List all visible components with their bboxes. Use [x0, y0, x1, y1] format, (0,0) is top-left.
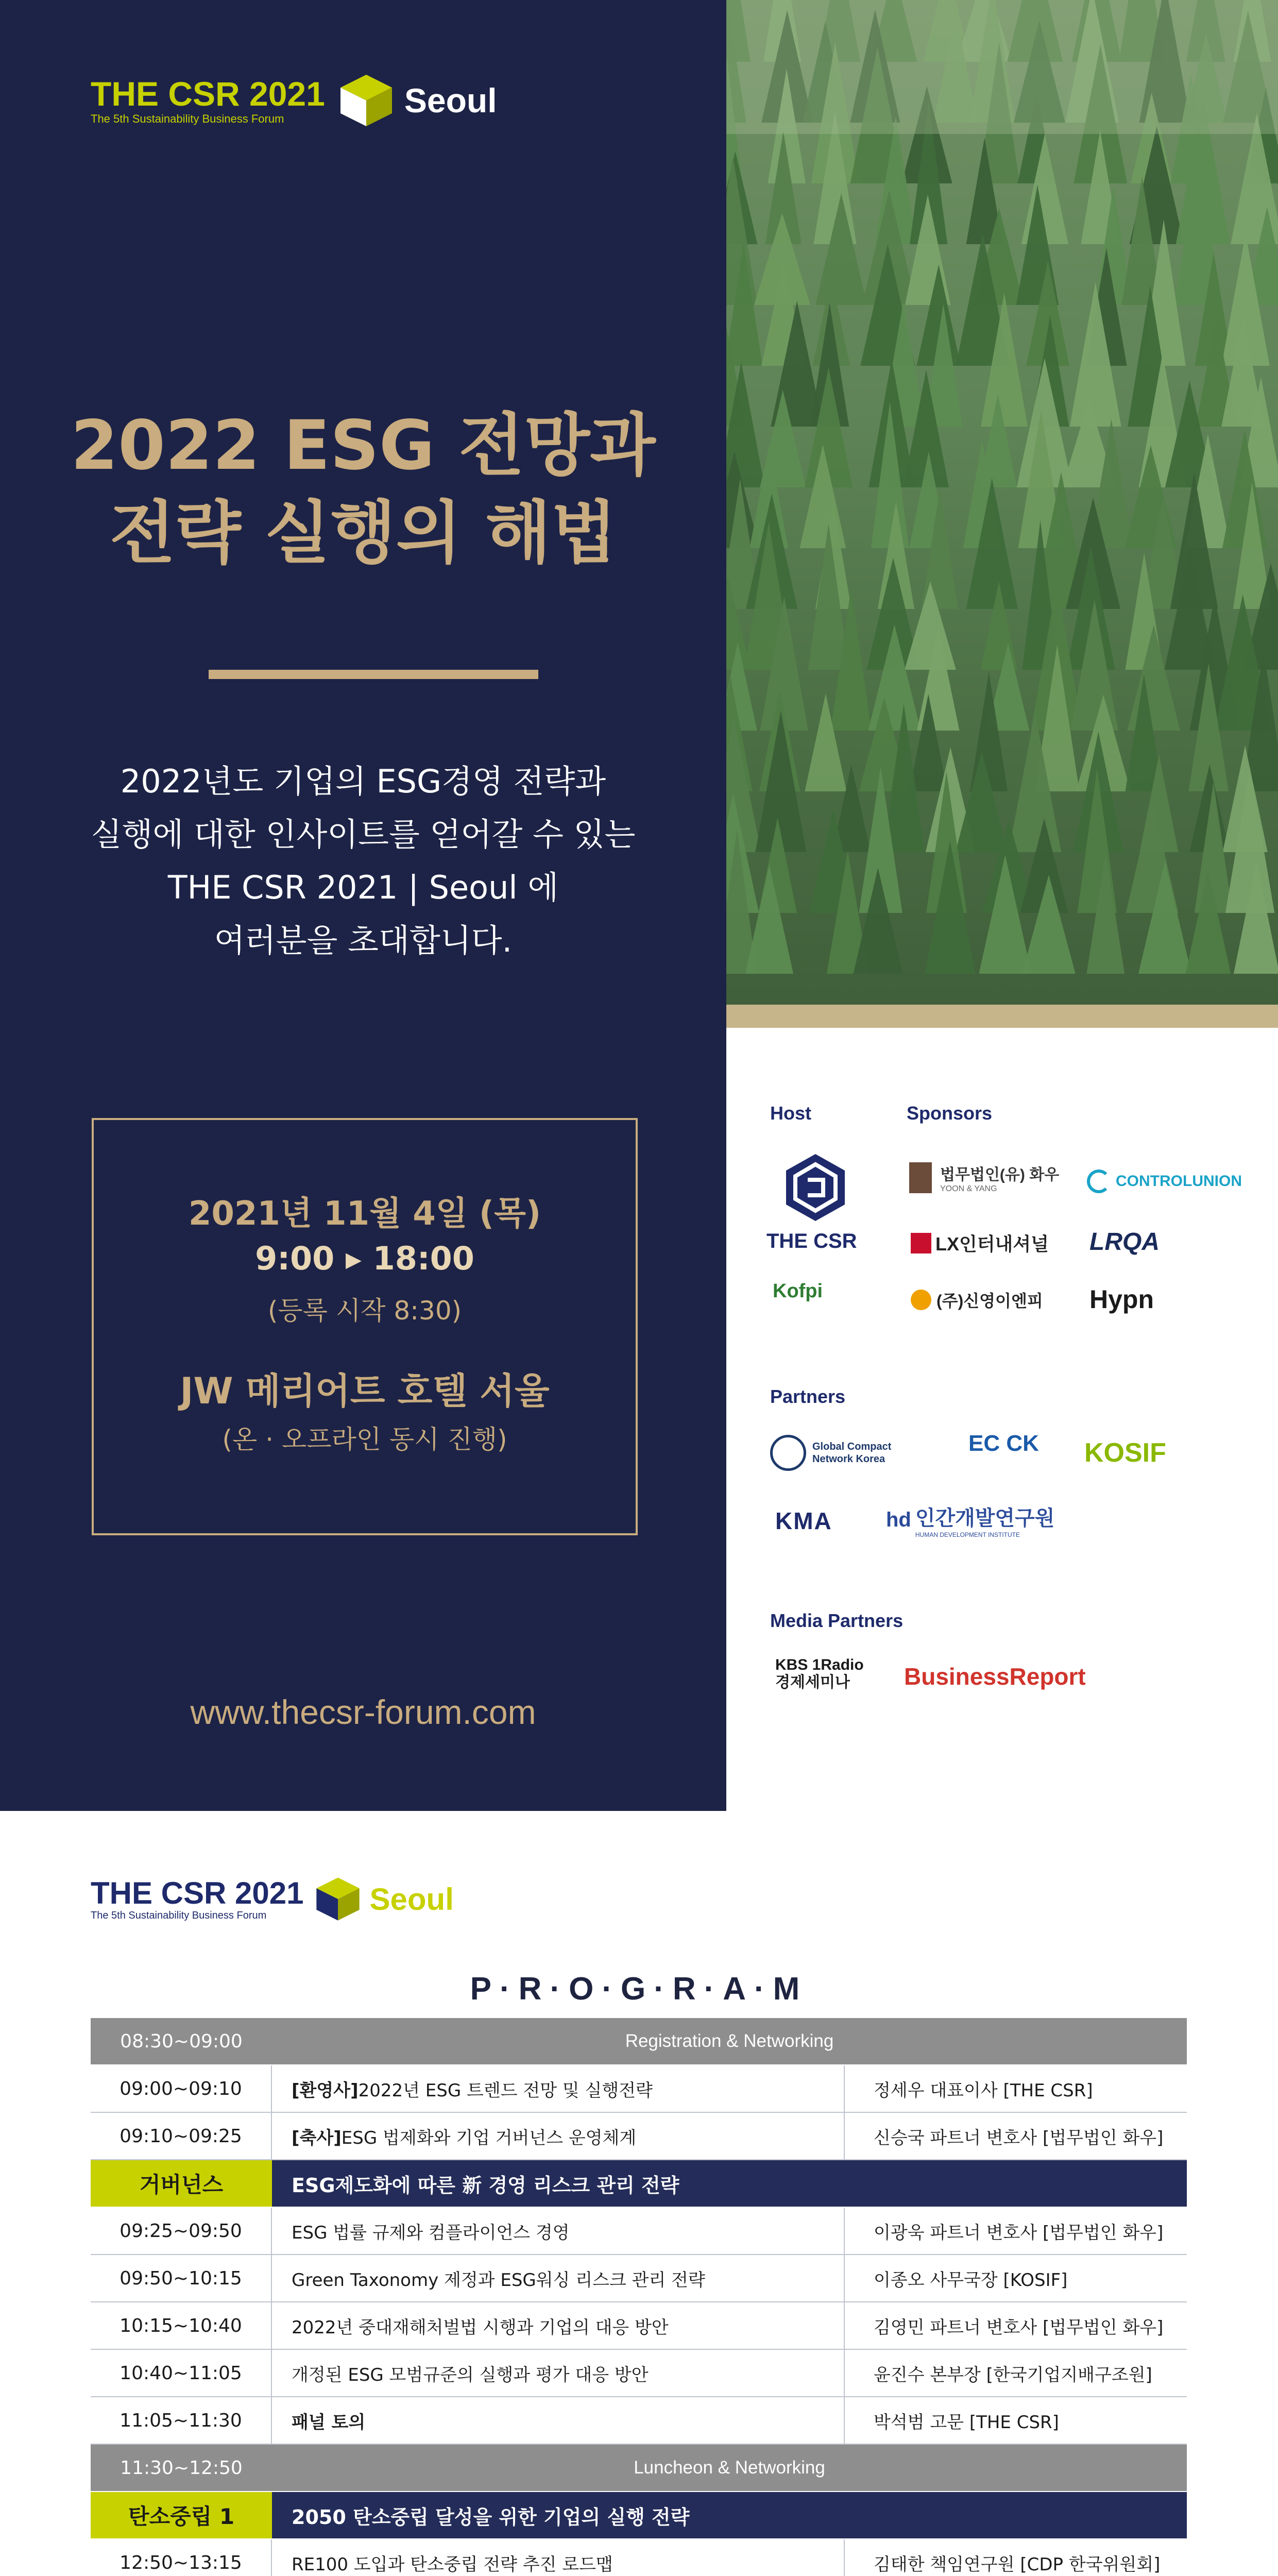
event-registration: (등록 시작 8:30) — [267, 1296, 462, 1326]
host-the-csr: THE CSR — [766, 1230, 857, 1252]
program-time: 11:30~12:50 — [120, 2457, 243, 2479]
event-time: 9:00 ▸ 18:00 — [255, 1240, 474, 1277]
session-tag: [환영사] — [292, 2080, 359, 2101]
intro-line-2: 실행에 대한 인사이트를 얻어갈 수 있는 — [91, 816, 636, 853]
cube-icon — [335, 72, 397, 129]
host-heading: Host — [770, 1103, 811, 1124]
hero-title-line-1: 2022 ESG 전망과 — [71, 406, 656, 485]
brand-logo — [91, 72, 497, 129]
media-kbs: KBS 1Radio 경제세미나 — [775, 1656, 864, 1691]
the-csr-emblem-icon — [782, 1151, 849, 1224]
session-speaker: 윤진수 본부장 [한국기업지배구조원] — [844, 2350, 1187, 2396]
hero-title — [0, 402, 726, 577]
session-title-text: 2022년 중대재해처벌법 시행과 기업의 대응 방안 — [292, 2317, 669, 2338]
hdi-logo — [886, 1502, 1054, 1538]
brand-city: Seoul — [404, 81, 497, 120]
session-speaker: 박석범 고문 [THE CSR] — [844, 2397, 1187, 2444]
program-row-break — [91, 2445, 1187, 2492]
partner-ecck: EC CK — [968, 1431, 1039, 1456]
session-speaker: 신승국 파트너 변호사 [법무법인 화우] — [844, 2113, 1187, 2159]
global-compact-logo — [770, 1435, 900, 1471]
program-time: 08:30~09:00 — [120, 2030, 243, 2052]
program-row-talk — [91, 2113, 1187, 2160]
program-time: 09:25~09:50 — [91, 2208, 272, 2254]
program-brand-subtitle: The 5th Sustainability Business Forum — [91, 1909, 267, 1921]
shinyoung-logo — [911, 1288, 1043, 1312]
partner-kosif: KOSIF — [1084, 1438, 1166, 1468]
control-union-logo — [1087, 1170, 1242, 1193]
sponsor-lrqa: LRQA — [1089, 1228, 1160, 1256]
section-label: 거버넌스 — [91, 2160, 272, 2207]
program-time: 10:40~11:05 — [91, 2350, 272, 2396]
program-row-section — [91, 2492, 1187, 2539]
shinyoung-mark-icon — [911, 1290, 931, 1310]
session-title — [272, 2208, 844, 2254]
program-cube-icon — [312, 1875, 364, 1923]
hero-divider — [209, 670, 538, 679]
program-row-talk — [91, 2255, 1187, 2302]
session-title-text: Green Taxonomy 제정과 ESG워싱 리스크 관리 전략 — [292, 2269, 705, 2291]
program-brand-logo — [91, 1875, 454, 1923]
program-row-talk — [91, 2539, 1187, 2576]
session-title — [272, 2539, 844, 2576]
section-title: 2050 탄소중립 달성을 위한 기업의 실행 전략 — [292, 2505, 690, 2529]
session-speaker: 이광욱 파트너 변호사 [법무법인 화우] — [844, 2208, 1187, 2254]
section-label: 탄소중립 1 — [91, 2492, 272, 2538]
hdi-mark-icon: hd — [886, 1509, 911, 1531]
hdi-en: HUMAN DEVELOPMENT INSTITUTE — [915, 1531, 1020, 1538]
program-row-talk — [91, 2065, 1187, 2113]
hwawoo-en: YOON & YANG — [940, 1184, 997, 1193]
session-title-text: ESG 법제화와 기업 거버넌스 운영체계 — [341, 2127, 637, 2148]
hero-intro — [0, 755, 726, 967]
event-date: 2021년 11월 4일 (목) — [188, 1195, 541, 1233]
sponsor-shinyoung: (주)신영이엔피 — [936, 1292, 1043, 1310]
partner-hdi: 인간개발연구원 — [915, 1507, 1055, 1530]
intro-line-1: 2022년도 기업의 ESG경영 전략과 — [120, 762, 606, 800]
program-row-talk — [91, 2208, 1187, 2255]
program-row-break — [91, 2018, 1187, 2065]
sponsor-lx: LX인터내셔널 — [935, 1233, 1049, 1255]
sponsor-hypn: Hypn — [1089, 1285, 1154, 1314]
host-kofpi: Kofpi — [773, 1280, 823, 1302]
un-globe-icon — [770, 1435, 806, 1471]
program-time: 09:00~09:10 — [91, 2065, 272, 2112]
event-venue: JW 메리어트 호텔 서울 — [180, 1370, 550, 1412]
program-row-panel — [91, 2397, 1187, 2445]
session-title-text: RE100 도입과 탄소중립 전략 추진 로드맵 — [292, 2554, 613, 2575]
lx-mark-icon — [911, 1233, 931, 1253]
session-speaker: 이종오 사무국장 [KOSIF] — [844, 2255, 1187, 2301]
session-title — [272, 2397, 844, 2444]
break-title: Luncheon & Networking — [634, 2458, 825, 2478]
program-row-talk — [91, 2302, 1187, 2350]
program-time: 12:50~13:15 — [91, 2539, 272, 2576]
session-title — [272, 2065, 844, 2112]
session-title — [272, 2255, 844, 2301]
program-time: 10:15~10:40 — [91, 2302, 272, 2349]
sponsor-hwawoo: 법무법인(유) 화우 — [940, 1166, 1060, 1183]
intro-line-3: THE CSR 2021 | Seoul 에 — [167, 869, 559, 906]
forest-illustration — [726, 0, 1278, 1028]
brand-name: THE CSR 2021 — [91, 75, 325, 113]
event-venue-note: (온 · 오프라인 동시 진행) — [222, 1425, 507, 1454]
session-speaker: 정세우 대표이사 [THE CSR] — [844, 2065, 1187, 2112]
hero-left-panel — [0, 0, 726, 1811]
program-time: 09:10~09:25 — [91, 2113, 272, 2159]
forest-ground — [726, 1005, 1278, 1028]
program-brand-name: THE CSR 2021 — [91, 1875, 304, 1910]
session-title-text: 2022년 ESG 트렌드 전망 및 실행전략 — [358, 2080, 653, 2101]
sponsor-panel — [726, 1028, 1278, 1811]
hwawoo-logo — [909, 1162, 1059, 1194]
section-title: ESG제도화에 따른 新 경영 리스크 관리 전략 — [292, 2174, 679, 2197]
session-speaker: 김태한 책임연구원 [CDP 한국위원회] — [844, 2539, 1187, 2576]
program-time: 11:05~11:30 — [91, 2397, 272, 2444]
session-title-text: ESG 법률 규제와 컴플라이언스 경영 — [292, 2222, 570, 2243]
hero-title-line-2: 전략 실행의 해법 — [109, 494, 617, 573]
program-row-section — [91, 2160, 1187, 2208]
session-title — [272, 2350, 844, 2396]
partner-global-compact: Global Compact Network Korea — [812, 1441, 892, 1465]
session-tag: [축사] — [292, 2127, 342, 2148]
sponsors-heading: Sponsors — [907, 1103, 993, 1124]
session-title — [272, 2113, 844, 2159]
lx-logo — [911, 1230, 1049, 1256]
website-link[interactable]: www.thecsr-forum.com — [190, 1693, 536, 1731]
intro-line-4: 여러분을 초대합니다. — [214, 922, 513, 959]
forest-haze — [726, 0, 1278, 134]
forest-photo — [726, 0, 1278, 1028]
program-row-talk — [91, 2350, 1187, 2397]
program-time: 09:50~10:15 — [91, 2255, 272, 2301]
session-title-text: 패널 토의 — [292, 2412, 366, 2433]
break-title: Registration & Networking — [625, 2031, 834, 2051]
event-info-box — [92, 1118, 638, 1535]
session-speaker: 김영민 파트너 변호사 [법무법인 화우] — [844, 2302, 1187, 2349]
partner-kma: KMA — [775, 1507, 832, 1534]
program-brand-city: Seoul — [369, 1882, 454, 1917]
media-business-report: BusinessReport — [904, 1663, 1086, 1690]
hwawoo-mark-icon — [909, 1162, 932, 1193]
program-table — [91, 2018, 1187, 2576]
session-title-text: 개정된 ESG 모범규준의 실행과 평가 대응 방안 — [292, 2364, 649, 2385]
brand-subtitle: The 5th Sustainability Business Forum — [91, 112, 284, 125]
media-partners-heading: Media Partners — [770, 1610, 904, 1631]
session-title — [272, 2302, 844, 2349]
sponsor-control-union: CONTROLUNION — [1116, 1173, 1242, 1190]
partners-heading: Partners — [770, 1386, 846, 1407]
control-union-icon — [1087, 1170, 1111, 1193]
program-title: P·R·O·G·R·A·M — [470, 1971, 808, 2007]
